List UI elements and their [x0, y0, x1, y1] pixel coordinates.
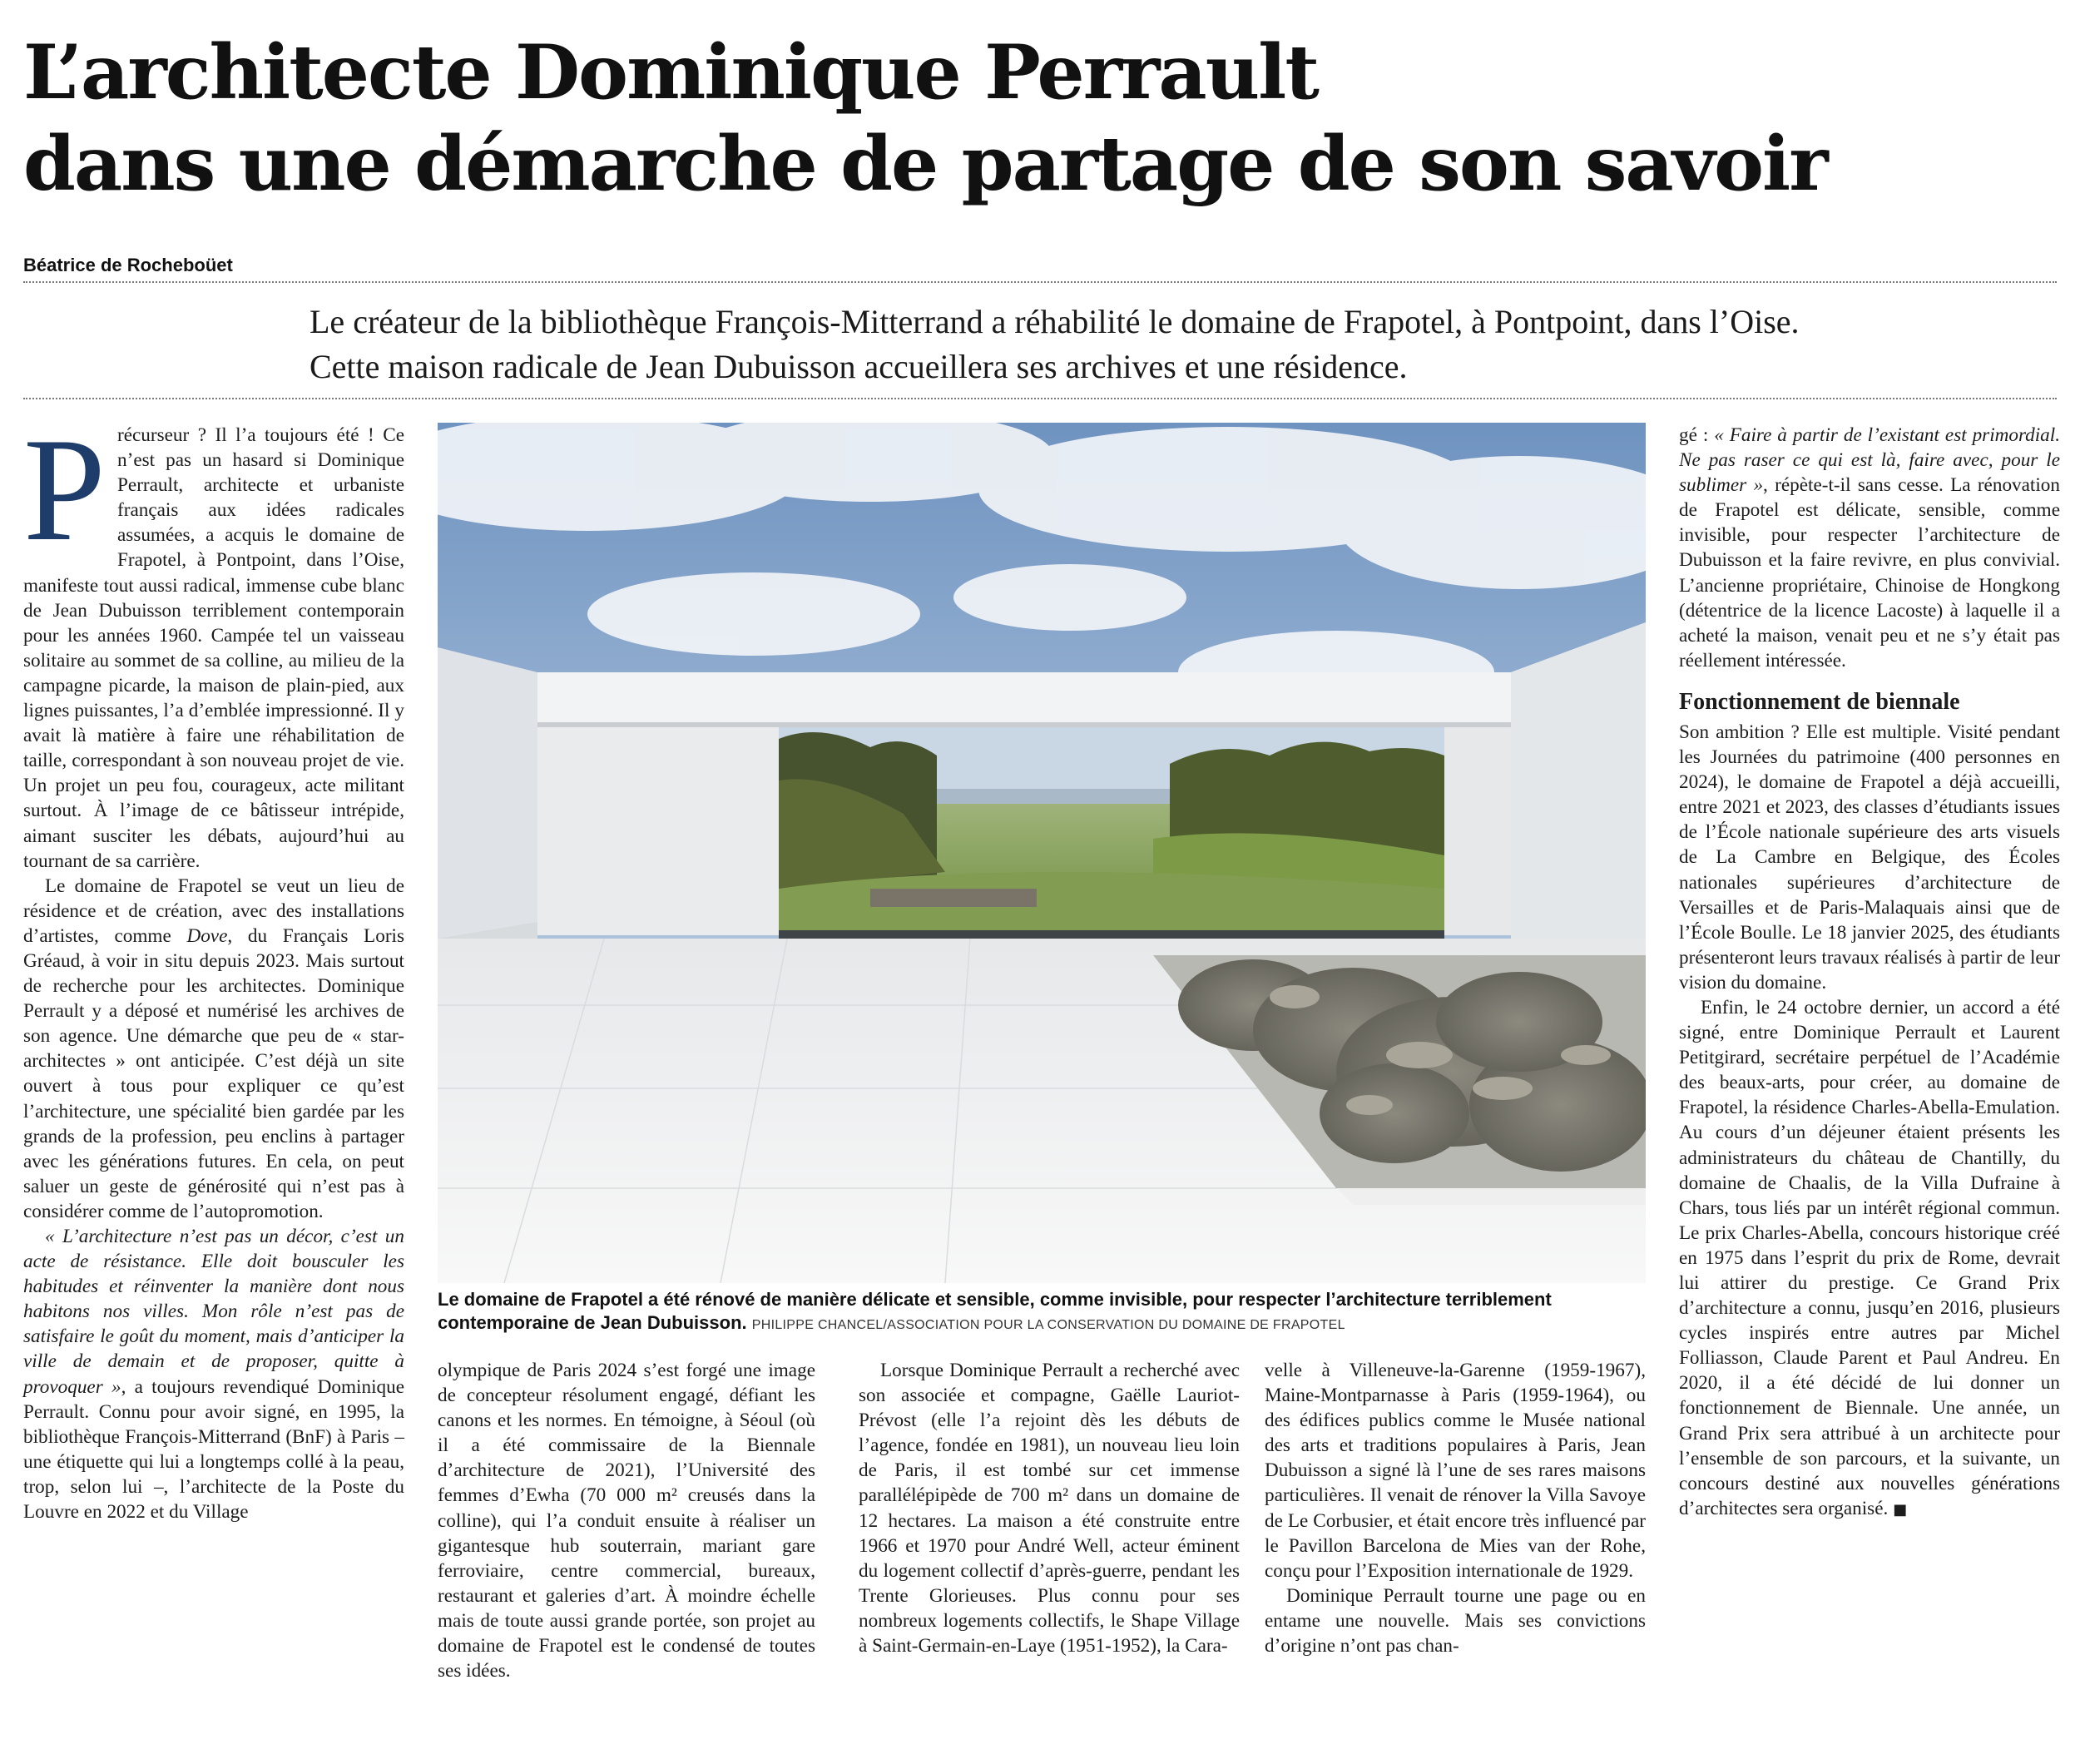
byline: Béatrice de Rocheboüet — [23, 255, 233, 275]
rule-under-byline — [23, 281, 2057, 283]
article-column-1 — [23, 407, 405, 1524]
headline — [23, 27, 2053, 210]
paragraph: Lorsque Dominique Perrault a recherché avec son associée et compagne, Gaëlle Lauriot-Prévost (elle l’a rejoint dès les débuts de l’agence, fondée en 1981), un nouveau lieu loin de Paris, il est tombé sur cet immense parallélépipède de 700 m² dans un domaine de 12 hectares. La maison a été construite entre 1966 et 1970 pour André Well, acteur éminent du logement collectif d’après-guerre, pendant les Trente Glorieuses. Plus connu pour ses nombreux logements collectifs, le Shape Village à Saint-Germain-en-Laye (1951-1952), la Cara- — [859, 1360, 1240, 1657]
end-mark: ■ — [1893, 1500, 1908, 1519]
paragraph — [23, 1224, 404, 1524]
paragraph: olympique de Paris 2024 s’est forgé une image de concepteur résolument engagé, défiant les canons et les normes. En témoigne, à Séoul (où il a été commissaire de la Biennale d’architecture de 2021), l’Université des femmes d’Ewha (70 000 m² creusés dans la colline), qui l’a conduit ensuite à réaliser un gigantesque hub souterrain, mariant gare ferroviaire, centre commercial, bureaux, restaurant et galeries d’art. À moindre échelle mais de toute aussi grande portée, son projet au domaine de Frapotel est le condensé de toutes ses idées. — [438, 1360, 815, 1682]
paragraph-text: gé : — [1679, 424, 1709, 446]
photo-caption — [438, 1288, 1652, 1337]
paragraph-text: , du Français Loris Gréaud, à voir in situ depuis 2023. Mais surtout de recherche pour les architectes. Dominique Perrault y a déposé et numérisé les archives de son agence. Une démarche que peu de « star-architectes » ont anticipée. C’est déjà un site ouvert à tous pour expliquer ce qu’est l’architecture, une spécialité bien gardée par les grands de la profession, peu enclins à partager avec les générations futures. En cela, on peut saluer un geste de générosité qui n’est pas à considérer comme de l’autopromotion. — [23, 924, 405, 1222]
paragraph — [1679, 423, 2060, 673]
article-photo — [438, 423, 1646, 1283]
paragraph: velle à Villeneuve-la-Garenne (1959-1967), Maine-Montparnasse à Paris (1959-1964), ou des édifices publics comme le Musée national des arts et traditions populaires à Paris, Jean Dubuisson a signé là l’une de ses rares maisons particulières. Il venait de rénover la Villa Savoye de Le Corbusier, et était encore très influencé par le Pavillon Barcelona de Mies van der Rohe, conçu pour l’Exposition internationale de 1929. — [1265, 1360, 1646, 1582]
paragraph: Dominique Perrault tourne une page ou en entame une nouvelle. Mais ses convictions d’origine n’ont pas chan- — [1265, 1584, 1646, 1657]
drop-cap: P — [23, 407, 106, 572]
paragraph-text: Enfin, le 24 octobre dernier, un accord a été signé, entre Dominique Perrault et Laurent Petitgirard, secrétaire perpétuel de l’Académie des beaux-arts, pour créer, au domaine de Frapotel, la résidence Charles-Abella-Emulation. Au cours d’un déjeuner étaient présents les administrateurs du château de Chantilly, du domaine de Chaalis, de la Villa Dufraine à Chars, tous liés par un intérêt régional commun. Le prix Charles-Abella, concours historique créé en 1975 dans l’esprit du prix de Rome, devrait lui attirer du prestige. Ce Grand Prix d’architecture a connu, jusqu’en 2016, plusieurs cycles inspirés entre autres par Michel Folliasson, Claude Parent et Paul Andreu. En 2020, il a été décidé de lui donner un fonctionnement de Biennale. Une année, un Grand Prix sera attribué à un architecte pour l’ensemble de son parcours, et la suivante, un concours destiné aux nouvelles générations d’architectes sera organisé. — [1679, 996, 2060, 1519]
paragraph — [23, 407, 404, 874]
artwork-title: Dove — [186, 924, 228, 947]
headline-line-1: L’architecte Dominique Perrault — [23, 28, 1318, 116]
paragraph — [1679, 995, 2060, 1523]
article-column-3 — [859, 1358, 1240, 1658]
paragraph-text: , a toujours revendiqué Dominique Perrault. Connu pour avoir signé, en 1995, la bibliothèque François-Mitterrand (BnF) à Paris – une étiquette qui lui a longtemps collé à la peau, trop, selon lui –, l’architecte de la Poste du Louvre en 2022 et du Village — [23, 1375, 404, 1524]
paragraph — [23, 874, 404, 1224]
paragraph: Son ambition ? Elle est multiple. Visité pendant les Journées du patrimoine (400 personnes en 2024), le domaine de Frapotel a déjà accueilli, entre 2021 et 2023, des classes d’étudiants issues de l’École nationale supérieure des arts visuels de La Cambre en Belgique, des Écoles nationales supérieures d’architecture de Versailles et de Paris-Malaquais ainsi que de l’École Boulle. Le 18 janvier 2025, des étudiants présenteront leurs travaux réalisés à partir de leur vision du domaine. — [1679, 721, 2060, 993]
quote: « Faire à partir de l’existant est primordial. Ne pas raser ce qui est là, faire avec, pour le sublimer » — [1679, 424, 2061, 497]
photo-frapotel-terrace — [438, 423, 1646, 1283]
headline-line-2: dans une démarche de partage de son savoir — [23, 120, 1827, 208]
standfirst-line-2: Cette maison radicale de Jean Dubuisson accueillera ses archives et une résidence. — [310, 348, 1408, 385]
paragraph-text: , répète-t-il sans cesse. La rénovation de Frapotel est délicate, sensible, comme invisible, pour respecter l’architecture de Dubuisson et la faire revivre, en plus convivial. L’ancienne propriétaire, Chinoise de Hongkong (détentrice de la licence Lacoste) à laquelle il a acheté la maison, venait peu et ne s’y était pas réellement intéressée. — [1679, 474, 2060, 671]
paragraph-text: récurseur ? Il l’a toujours été ! Ce n’est pas un hasard si Dominique Perrault, architecte et urbaniste français aux idées radicales assumées, a acquis le domaine de Frapotel, à Pontpoint, dans l’Oise, manifeste tout aussi radical, immense cube blanc de Jean Dubuisson terriblement contemporain pour les années 1960. Campée tel un vaisseau solitaire au sommet de sa colline, au milieu de la campagne picarde, la maison de plain-pied, aux lignes puissantes, l’a d’emblée impressionné. Il y avait là matière à faire une réhabilitation de taille, correspondant à son nouveau projet de vie. Un projet un peu fou, courageux, acte militant surtout. À l’image de ce bâtisseur intrépide, aimant susciter les débats, aujourd’hui au tournant de sa carrière. — [23, 424, 404, 872]
rule-under-standfirst — [23, 398, 2057, 399]
article-column-5 — [1679, 423, 2060, 1523]
standfirst — [310, 300, 2057, 389]
photo-credit: PHILIPPE CHANCEL/ASSOCIATION POUR LA CONSERVATION DU DOMAINE DE FRAPOTEL — [751, 1318, 1345, 1332]
standfirst-line-1: Le créateur de la bibliothèque François-Mitterrand a réhabilité le domaine de Frapotel, à Pontpoint, dans l’Oise. — [310, 303, 1800, 340]
article-column-4 — [1265, 1358, 1646, 1658]
article-column-2 — [438, 1358, 815, 1683]
paragraph-text: Le domaine de Frapotel se veut un lieu de résidence et de création, avec des installations d’artistes, comme — [23, 875, 404, 947]
quote: « L’architecture n’est pas un décor, c’est un acte de résistance. Elle doit bousculer les habitudes et réinventer la manière dont nous habitons nos villes. Mon rôle n’est pas de satisfaire le goût du moment, mais d’anticiper la ville de demain et de proposer, quitte à provoquer » — [23, 1226, 404, 1398]
subheading: Fonctionnement de biennale — [1679, 688, 1960, 715]
caption-text: Le domaine de Frapotel a été rénové de manière délicate et sensible, comme invisible, pour respecter l’architecture terriblement contemporaine de Jean Dubuisson. — [438, 1289, 1552, 1333]
